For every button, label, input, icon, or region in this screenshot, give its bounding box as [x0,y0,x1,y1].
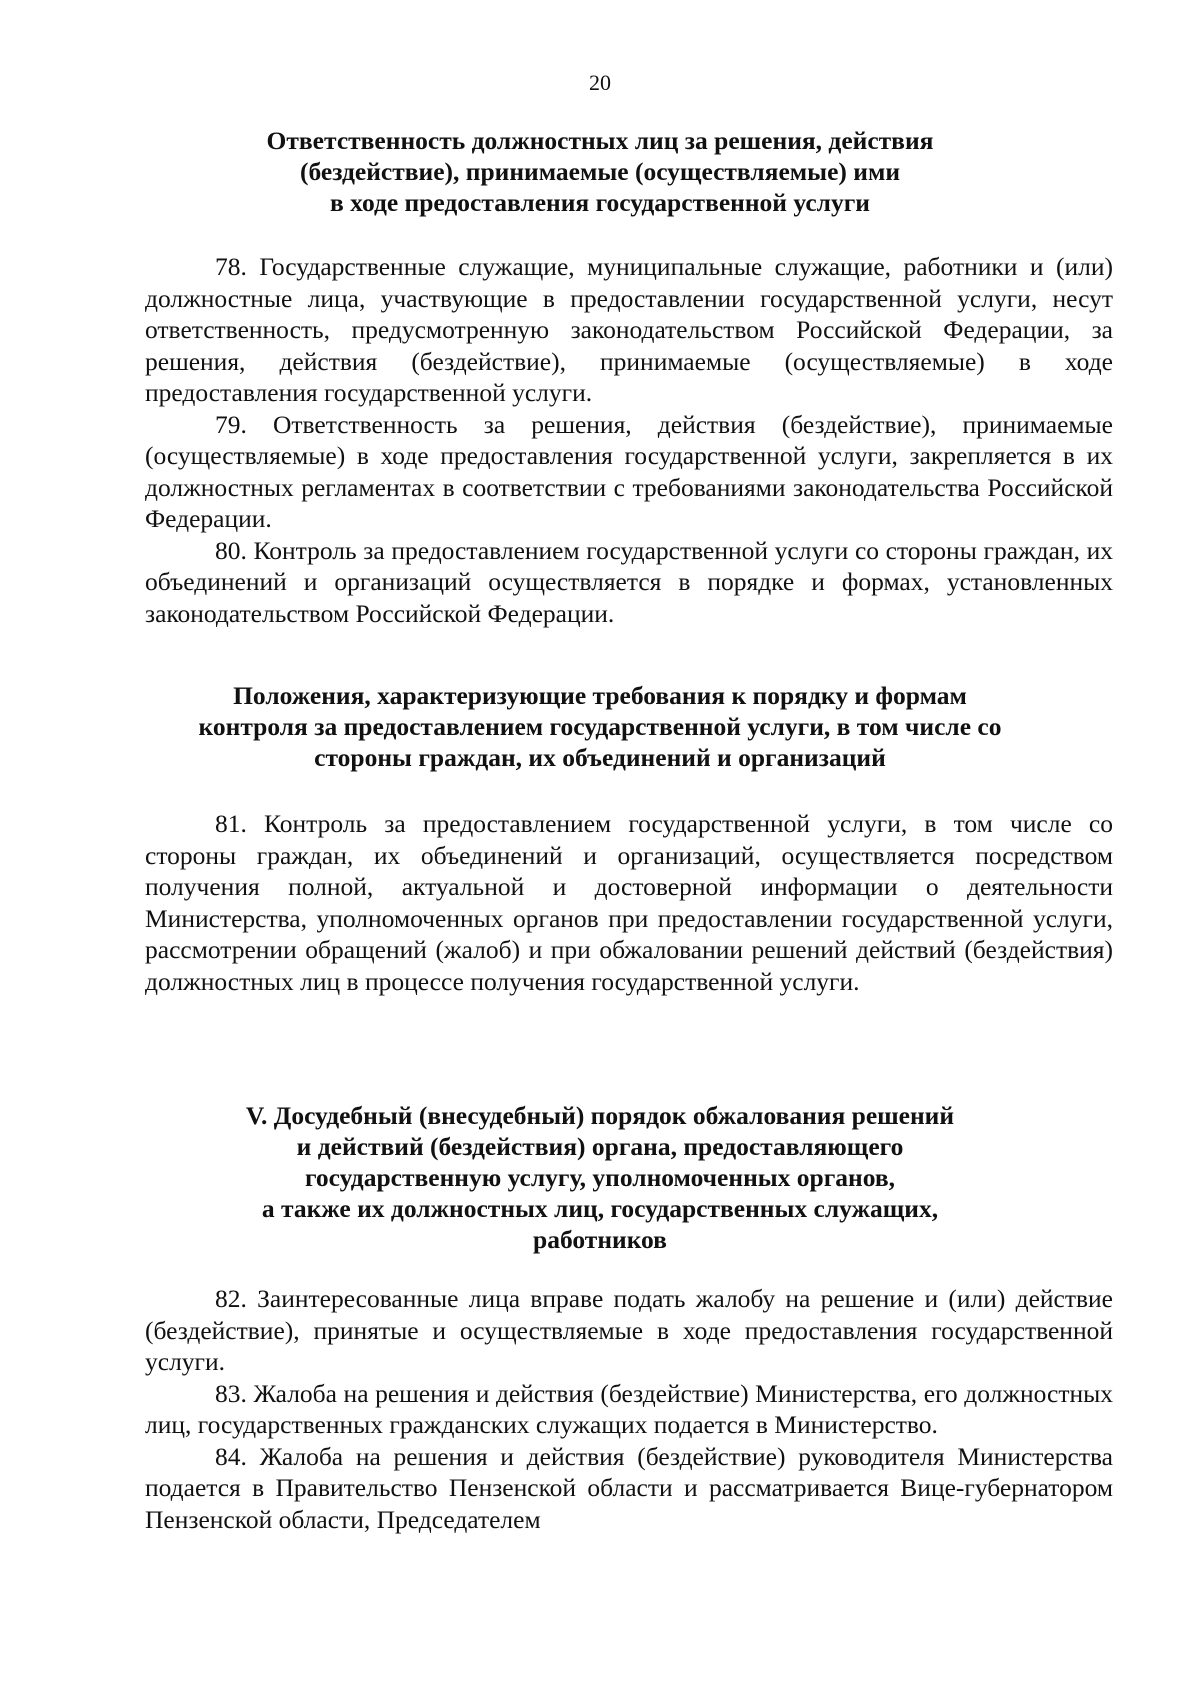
paragraph-84: 84. Жалоба на решения и действия (бездействие) руководителя Министерства подается в Правительство Пензенской области и рассматривается Вице-губернатором Пензенской области, Председателем [145,1441,1113,1534]
heading-line: в ходе предоставления государственной услуги [330,188,870,217]
heading-line: Ответственность должностных лиц за решения, действия [266,126,934,155]
heading-line: (бездействие), принимаемые (осуществляемые) ими [299,157,901,186]
paragraph-79: 79. Ответственность за решения, действия (бездействие), принимаемые (осуществляемые) в ходе предоставления государственной услуги, закрепляется в их должностных регламентах в соответствии с требованиями законодательства Российской Федерации. [145,409,1113,533]
heading-line: стороны граждан, их объединений и организаций [314,743,886,772]
section-heading [0,125,1200,218]
heading-line: государственную услугу, уполномоченных органов, [304,1163,896,1192]
heading-line: Положения, характеризующие требования к порядку и формам [233,681,967,710]
paragraph-78: 78. Государственные служащие, муниципальные служащие, работники и (или) должностные лица, участвующие в предоставлении государственной услуги, несут ответственность, предусмотренную законодательством Российской Федерации, за решения, действия (бездействие), принимаемые (осуществляемые) в ходе предоставления государственной услуги. [145,252,1113,407]
section-body [145,251,1113,629]
paragraph-83: 83. Жалоба на решения и действия (бездействие) Министерства, его должностных лиц, государственных гражданских служащих подается в Министерство. [145,1378,1113,1439]
page-number: 20 [589,70,611,95]
heading-line: V. Досудебный (внесудебный) порядок обжалования решений [245,1101,955,1130]
heading-line: и действий (бездействия) органа, предоставляющего [296,1132,904,1161]
heading-line: а также их должностных лиц, государственных служащих, [261,1194,939,1223]
paragraph-81: 81. Контроль за предоставлением государственной услуги, в том числе со стороны граждан, их объединений и организаций, осуществляется посредством получения полной, актуальной и достоверной информации о деятельности Министерства, уполномоченных органов при предоставлении государственной услуги, рассмотрении обращений (жалоб) и при обжаловании решений действий (бездействия) должностных лиц в процессе получения государственной услуги. [145,809,1113,996]
heading-line: работников [533,1225,667,1254]
chapter-heading [0,1100,1200,1255]
section-body [145,808,1113,997]
paragraph-82: 82. Заинтересованные лица вправе подать жалобу на решение и (или) действие (бездействие), принятые и осуществляемые в ходе предоставления государственной услуги. [145,1284,1113,1376]
heading-line: контроля за предоставлением государственной услуги, в том числе со [198,712,1002,741]
paragraph-80: 80. Контроль за предоставлением государственной услуги со стороны граждан, их объединений и организаций осуществляется в порядке и формах, установленных законодательством Российской Федерации. [145,535,1113,628]
section-body [145,1283,1113,1535]
section-heading [0,680,1200,773]
